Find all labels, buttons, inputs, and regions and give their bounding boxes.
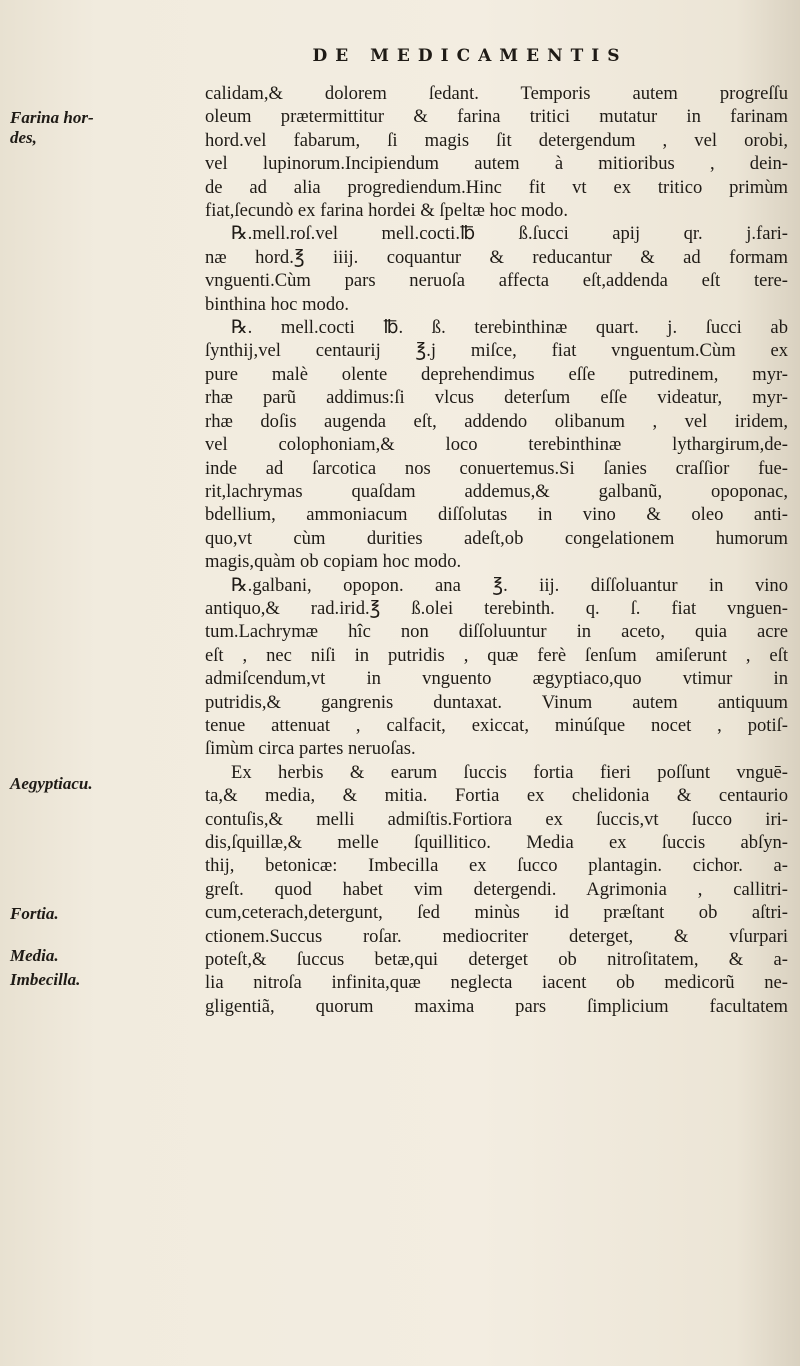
text-line: ſynthij,vel centaurij ℥.j miſce, fiat vnguentum.Cùm ex — [205, 340, 788, 362]
text-line: hord.vel fabarum, ſi magis ſit detergendum , vel orobi, — [205, 129, 788, 151]
marginal-note-fortia: Fortia. — [10, 904, 59, 923]
text-line: rit,lachrymas quaſdam addemus,& galbanũ, opoponac, — [205, 480, 788, 502]
text-line: tenue attenuat , calfacit, exiccat, minúſque nocet , potiſ- — [205, 714, 788, 736]
text-line: ctionem.Succus roſar. mediocriter deterget, & vſurpari — [205, 925, 788, 947]
text-line: pure malè olente deprehendimus eſſe putredinem, myr- — [205, 363, 788, 385]
text-line: ta,& media, & mitia. Fortia ex chelidonia & centaurio — [205, 785, 788, 807]
text-line: vel lupinorum.Incipiendum autem à mitioribus , dein- — [205, 153, 788, 175]
text-line: gligentiã, quorum maxima pars ſimplicium facultatem — [205, 995, 788, 1017]
text-line: ℞.galbani, opopon. ana ℥. iij. diſſoluantur in vino — [231, 574, 788, 596]
text-line: de ad alia progrediendum.Hinc fit vt ex tritico primùm — [205, 176, 788, 198]
text-line: vel colophoniam,& loco terebinthinæ lythargirum,de- — [205, 434, 788, 456]
text-line: bdellium, ammoniacum diſſolutas in vino & oleo anti- — [205, 504, 788, 526]
text-line: oleum prætermittitur & farina tritici mutatur in farinam — [205, 106, 788, 128]
text-line: rhæ parũ addimus:ſi vlcus deterſum eſſe videatur, myr- — [205, 387, 788, 409]
text-line: thij, betonicæ: Imbecilla ex ſucco plantagin. cichor. a- — [205, 855, 788, 877]
text-line: admiſcendum,vt in vnguento ægyptiaco,quo vtimur in — [205, 668, 788, 690]
text-column — [205, 82, 788, 1018]
text-line: ſimùm circa partes neruoſas. — [205, 738, 416, 760]
text-line: næ hord.℥ iiij. coquantur & reducantur & ad formam — [205, 246, 788, 268]
text-line: magis,quàm ob copiam hoc modo. — [205, 551, 462, 573]
text-line: Ex herbis & earum ſuccis fortia fieri poſſunt vnguē- — [231, 761, 788, 783]
marginal-note-farina — [10, 108, 215, 148]
text-line: calidam,& dolorem ſedant. Temporis autem progreſſu — [205, 83, 788, 104]
marginal-note-farina-line2: des, — [10, 128, 37, 147]
text-line: ℞. mell.cocti ℔. ß. terebinthinæ quart. j. ſucci ab — [231, 317, 788, 339]
text-line: antiquo,& rad.irid.℥ ß.olei terebinth. q. ſ. fiat vnguen- — [205, 597, 788, 619]
text-line: greſt. quod habet vim detergendi. Agrimonia , callitri- — [205, 878, 788, 900]
marginal-note-farina-line1: Farina hor- — [10, 108, 94, 127]
text-line: rhæ doſis augenda eſt, addendo olibanum , vel iridem, — [205, 410, 788, 432]
text-line: tum.Lachrymæ hîc non diſſoluuntur in aceto, quia acre — [205, 621, 788, 643]
running-title: DE MEDICAMENTIS — [312, 46, 628, 66]
text-line: poteſt,& ſuccus betæ,qui deterget ob nitroſitatem, & a- — [205, 949, 788, 971]
marginal-note-aegyptiacu: Aegyptiacu. — [10, 774, 93, 793]
marginal-note-media: Media. — [10, 946, 59, 965]
text-line: ℞.mell.roſ.vel mell.cocti.℔ ß.ſucci apij qr. j.fari- — [231, 223, 788, 245]
text-line: lia nitroſa infinita,quæ neglecta iacent ob medicorũ ne- — [205, 972, 788, 994]
text-line: putridis,& gangrenis duntaxat. Vinum autem antiquum — [205, 691, 788, 713]
text-line: quo,vt cùm durities adeſt,ob congelationem humorum — [205, 527, 788, 549]
text-line: eſt , nec niſi in putridis , quæ ferè ſenſum amiſerunt , eſt — [205, 644, 788, 666]
text-line: inde ad ſarcotica nos conuertemus.Si ſanies craſſior fue- — [205, 457, 788, 479]
text-line: cum,ceterach,detergunt, ſed minùs id præſtant ob aſtri- — [205, 902, 788, 924]
text-line: fiat,ſecundò ex farina hordei & ſpeltæ hoc modo. — [205, 200, 568, 222]
text-line: contuſis,& melli admiſtis.Fortiora ex ſuccis,vt ſucco iri- — [205, 808, 788, 830]
marginal-note-imbecilla: Imbecilla. — [10, 970, 81, 989]
text-line: vnguenti.Cùm pars neruoſa affecta eſt,addenda eſt tere- — [205, 270, 788, 292]
text-line: binthina hoc modo. — [205, 293, 350, 315]
text-line: dis,ſquillæ,& melle ſquillitico. Media ex ſuccis abſyn- — [205, 832, 788, 853]
